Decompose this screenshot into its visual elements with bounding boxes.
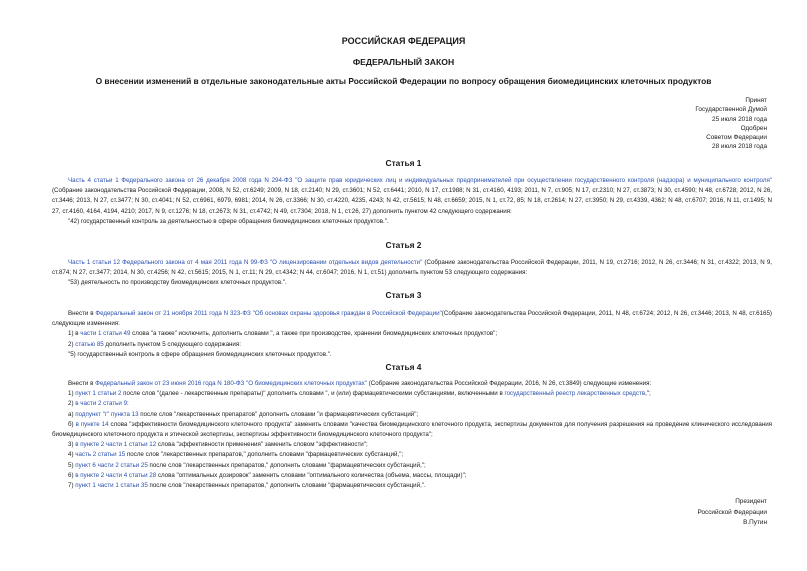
- item-number: 4): [68, 451, 76, 459]
- item-text: после слов "лекарственных препаратов," дополнить словами "фармацевтических субстанций,";: [147, 461, 426, 469]
- law-link[interactable]: Часть 4 статьи 1 Федерального закона от 26 декабря 2008 года N 294-ФЗ "О защите прав юридических лиц и индивидуальных предпринимателей при осуществлении государственного контроля (надзора) и муниципального контроля": [68, 177, 772, 184]
- article-link[interactable]: пункт 1 части 1 статьи 35: [75, 482, 148, 490]
- article-1-item: "42) государственный контроль за деятельностью в сфере обращения биомедицинских клеточных продуктов.".: [68, 217, 389, 225]
- item-number: 5): [68, 461, 76, 469]
- item-text: :: [127, 400, 129, 408]
- item-number: 2): [68, 340, 76, 348]
- signature-title: Российской Федерации: [697, 508, 767, 516]
- article-link[interactable]: часть 2 статьи 15: [75, 451, 126, 459]
- article-link[interactable]: в части 2 статьи 9: [75, 400, 128, 408]
- article-1-body: [52, 176, 772, 227]
- list-item: [52, 420, 772, 440]
- paragraph-text: Внести в: [68, 310, 96, 317]
- item-text: после слов "лекарственных препаратов," дополнить словами "фармацевтических субстанций,";: [125, 451, 404, 459]
- list-item: [52, 471, 772, 481]
- item-text: после слов "лекарственных препаратов" дополнить словами "и фармацевтических субстанций";: [138, 410, 419, 418]
- adoption-line: Государственной Думой: [695, 106, 767, 114]
- item-text: слова "а также" исключить, дополнить словами ", а также при производстве, хранении биомедицинских клеточных продуктов";: [130, 330, 498, 338]
- item-text: слова "эффективности применения" заменить словом "эффективности";: [156, 441, 368, 449]
- list-item: [52, 481, 772, 491]
- approval-line: Советом Федерации: [706, 134, 767, 142]
- article-4-body: [52, 379, 772, 491]
- law-title: О внесении изменений в отдельные законодательные акты Российской Федерации по вопросу обращения биомедицинских клеточных продуктов: [95, 76, 712, 86]
- approval-line: Одобрен: [740, 124, 767, 132]
- article-3-heading: Статья 3: [385, 290, 422, 300]
- article-link[interactable]: в пункте 14: [75, 420, 109, 428]
- signature-title: Президент: [735, 498, 767, 505]
- article-link[interactable]: статью 85: [75, 340, 104, 348]
- item-number: 1) в: [68, 330, 81, 338]
- article-2-paragraph: [52, 258, 772, 278]
- adoption-date: 25 июля 2018 года: [712, 115, 767, 123]
- item-number: 3): [68, 441, 76, 449]
- item-number: а): [68, 410, 76, 418]
- list-item: [52, 340, 772, 350]
- item-text: после слов "(далее - лекарственные препараты)" дополнить словами ", и (или) фармацевтическими субстанциями, включенными в: [121, 390, 505, 398]
- article-4-heading: Статья 4: [385, 362, 422, 372]
- item-text: после слов "лекарственных препаратов," дополнить словами "фармацевтических субстанций,".: [147, 482, 426, 490]
- list-item: [52, 410, 772, 420]
- paragraph-text: (Собрание законодательства Российской Федерации, 2011, N 48, ст.6724; 2012, N 26, ст.3446; 2013, N 48, ст.6165) следующие изменения:: [52, 310, 772, 328]
- list-item: [52, 440, 772, 450]
- law-link[interactable]: Федеральный закон от 23 июня 2016 года N 180-ФЗ "О биомедицинских клеточных продуктах": [95, 380, 367, 387]
- adoption-block: [695, 96, 767, 152]
- law-link[interactable]: Федеральный закон от 21 ноября 2011 года N 323-ФЗ "Об основах охраны здоровья граждан в Российской Федерации": [95, 310, 442, 317]
- signature-name: В.Путин: [743, 519, 767, 526]
- article-link[interactable]: в пункте 2 части 4 статьи 28: [75, 471, 157, 479]
- item-text: слова "оптимальных дозировок" заменить словами "оптимального количества (объема, массы, площади)";: [156, 471, 467, 479]
- registry-link[interactable]: государственный реестр лекарственных средств: [504, 390, 646, 398]
- article-4-paragraph: [52, 379, 772, 389]
- item-number: 1): [68, 390, 76, 398]
- article-link[interactable]: пункт 1 статьи 2: [75, 390, 122, 398]
- article-2-body: [52, 258, 772, 289]
- list-item: "5) государственный контроль в сфере обращения биомедицинских клеточных продуктов.".: [68, 350, 332, 358]
- article-2-heading: Статья 2: [385, 240, 422, 250]
- item-text: дополнить пунктом 5 следующего содержания:: [103, 340, 241, 348]
- article-1-heading: Статья 1: [385, 158, 422, 168]
- article-1-paragraph: [52, 176, 772, 217]
- article-link[interactable]: в пункте 2 части 1 статьи 12: [75, 441, 157, 449]
- adoption-line: Принят: [745, 97, 767, 104]
- article-3-paragraph: [52, 309, 772, 329]
- item-text: слова "эффективности биомедицинского клеточного продукта" заменить словами "качества биомедицинского клеточного продукта, экспертизы документов для получения разрешения на проведение клинического исследования биомедицинского клеточного продукта и этической экспертизы, экспертизы эффективности биомедицинского клеточного продукта";: [52, 420, 772, 439]
- list-item: [52, 450, 772, 460]
- list-item: [52, 399, 772, 409]
- list-item: [52, 461, 772, 471]
- approval-date: 28 июля 2018 года: [712, 143, 767, 151]
- article-link[interactable]: части 1 статьи 49: [80, 330, 131, 338]
- paragraph-text: (Собрание законодательства Российской Федерации, 2008, N 52, ст.6249; 2009, N 18, ст.2140; N 29, ст.3601; N 52, ст.6441; 2010, N 17, ст.1988; N 31, ст.4160, 4193; 2011, N 7, ст.905; N 17, ст.2310; N 27, ст.3873; N 30, ст.4590; N 48, ст.6728; 2012, N 26, ст.3446; 2013, N 27, ст.3477; N 30, ст.4041; N 52, ст.6961, 6979, 6981; 2014, N 26, ст.3366; N 30, ст.4220, 4235, 4243; N 42, ст.5615; N 48, ст.6659; 2015, N 1, ст.72, 85; N 18, ст.2614; N 27, ст.3950; N 29, ст.4339, 4362; N 48, ст.6707; 2016, N 11, ст.1495; N 27, ст.4160, 4164, 4194, 4210; 2017, N 9, ст.1276; N 18, ст.2673; N 31, ст.4742; N 49, ст.7304; 2018, N 1, ст.26, 27) дополнить пунктом 42 следующего содержания:: [52, 187, 772, 215]
- item-number: 6): [68, 471, 76, 479]
- article-link[interactable]: подпункт "г" пункта 13: [75, 410, 139, 418]
- country-heading: РОССИЙСКАЯ ФЕДЕРАЦИЯ: [341, 36, 466, 46]
- item-number: 7): [68, 482, 76, 490]
- item-number: 2): [68, 400, 76, 408]
- article-3-body: [52, 309, 772, 360]
- paragraph-text: (Собрание законодательства Российской Федерации, 2011, N 19, ст.2716; 2012, N 26, ст.3446; N 31, ст.4322; 2013, N 9, ст.874; N 27, ст.3477; 2014, N 30, ст.4256; N 42, ст.5615; 2015, N 1, ст.11; N 29, ст.4342; N 44, ст.6047; 2016, N 1, ст.51) дополнить пунктом 53 следующего содержания:: [52, 259, 773, 277]
- list-item: [52, 389, 772, 399]
- paragraph-text: Внести в: [68, 380, 96, 387]
- signature-block: [698, 497, 768, 529]
- item-number: б): [68, 420, 76, 428]
- article-2-item: "53) деятельность по производству биомедицинских клеточных продуктов.".: [68, 279, 287, 287]
- law-type-heading: ФЕДЕРАЛЬНЫЙ ЗАКОН: [352, 57, 455, 67]
- item-text: ,";: [645, 390, 651, 398]
- article-link[interactable]: пункт 6 части 2 статьи 25: [75, 461, 148, 469]
- law-link[interactable]: Часть 1 статьи 12 Федерального закона от 4 мая 2011 года N 99-ФЗ "О лицензировании отдельных видов деятельности": [68, 259, 423, 266]
- paragraph-text: (Собрание законодательства Российской Федерации, 2016, N 26, ст.3849) следующие изменения:: [366, 380, 652, 387]
- list-item: [52, 329, 772, 339]
